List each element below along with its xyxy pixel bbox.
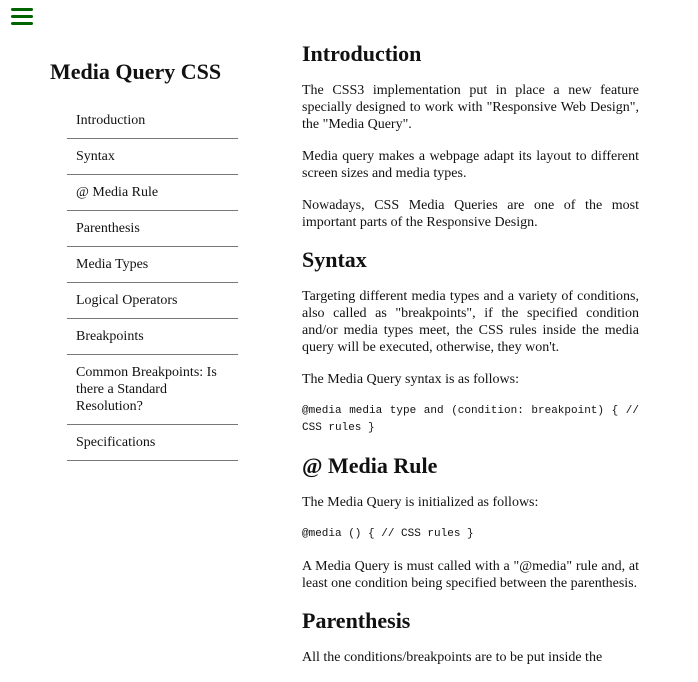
heading-parenthesis: Parenthesis [302,608,411,633]
nav-item-breakpoints[interactable]: Breakpoints [67,319,238,355]
heading-media-rule: @ Media Rule [302,453,438,478]
nav-item-syntax[interactable]: Syntax [67,139,238,175]
heading-introduction: Introduction [302,41,422,66]
nav-item-common-breakpoints[interactable]: Common Breakpoints: Is there a Standard Resolution? [67,355,238,425]
paragraph: Targeting different media types and a variety of conditions, also called as "breakpoints", if the specified condition and/or media types meet, the CSS rules inside the media query will be executed, otherwise, they won't. [302,289,639,355]
nav-item-media-types[interactable]: Media Types [67,247,238,283]
paragraph: The Media Query is initialized as follows: [302,495,539,510]
code-sample: @media () { // CSS rules } [302,528,474,540]
paragraph: Nowadays, CSS Media Queries are one of the most important parts of the Responsive Design. [302,198,639,230]
paragraph: The Media Query syntax is as follows: [302,372,519,387]
heading-syntax: Syntax [302,247,367,272]
paragraph: The CSS3 implementation put in place a new feature specially designed to work with "Responsive Web Design", the "Media Query". [302,83,639,132]
nav-item-logical-operators[interactable]: Logical Operators [67,283,238,319]
nav-item-media-rule[interactable]: @ Media Rule [67,175,238,211]
paragraph: A Media Query is must called with a "@media" rule and, at least one condition being specified between the parenthesis. [302,559,639,591]
paragraph: All the conditions/breakpoints are to be put inside the [302,650,603,665]
nav-item-specifications[interactable]: Specifications [67,425,238,461]
code-sample: @media media type and (condition: breakpoint) { // CSS rules } [302,405,639,434]
nav-item-introduction[interactable]: Introduction [67,103,238,139]
main-content [302,40,639,681]
sidebar-title: Media Query CSS [50,59,222,84]
paragraph: Media query makes a webpage adapt its layout to different screen sizes and media types. [302,149,639,181]
sidebar-nav [67,103,238,461]
hamburger-menu-icon[interactable] [11,8,33,26]
nav-item-parenthesis[interactable]: Parenthesis [67,211,238,247]
